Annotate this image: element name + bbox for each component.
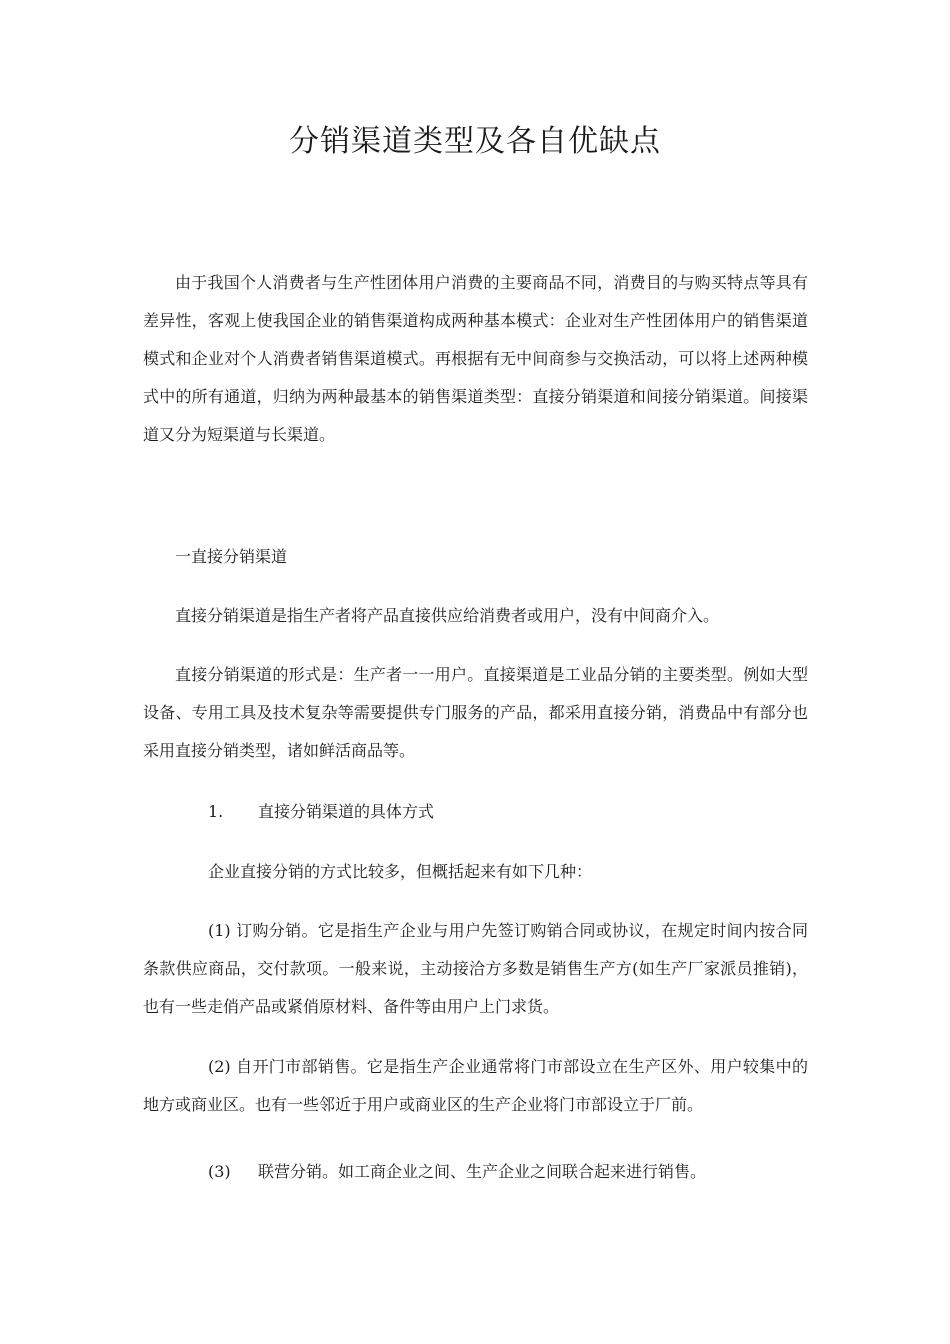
list-item-text: 联营分销。如工商企业之间、生产企业之间联合起来进行销售。 (258, 1162, 707, 1181)
subsection-number: 1. (208, 802, 224, 821)
direct-channel-form-paragraph: 直接分销渠道的形式是：生产者一一用户。直接渠道是工业品分销的主要类型。例如大型设备、专用工具及技术复杂等需要提供专门服务的产品，都采用直接分销，消费品中有部分也采用直接分销类型，诸如鲜活商品等。 (143, 665, 808, 760)
direct-channel-definition: 直接分销渠道是指生产者将产品直接供应给消费者或用户，没有中间商介入。 (175, 606, 720, 625)
subsection-title: 直接分销渠道的具体方式 (258, 802, 435, 821)
section-heading-direct-channel: 一直接分销渠道 (175, 547, 288, 566)
list-item-order-distribution: (1) 订购分销。它是指生产企业与用户先签订购销合同或协议，在规定时间内按合同条款供应商品，交付款项。一般来说，主动接洽方多数是销售生产方(如生产厂家派员推销)，也有一些走俏产品或紧俏原材料、备件等由用户上门求货。 (143, 921, 808, 1016)
subsection-intro: 企业直接分销的方式比较多，但概括起来有如下几种： (208, 862, 593, 881)
document-title: 分销渠道类型及各自优缺点 (289, 124, 661, 159)
list-item-own-store-sales: (2) 自开门市部销售。它是指生产企业通常将门市部设立在生产区外、用户较集中的地方或商业区。也有一些邻近于用户或商业区的生产企业将门市部设立于厂前。 (143, 1057, 808, 1114)
list-item-joint-distribution (208, 1153, 706, 1191)
list-item-number: (3) (208, 1162, 231, 1181)
subsection-heading-specific-methods (208, 793, 434, 831)
intro-paragraph: 由于我国个人消费者与生产性团体用户消费的主要商品不同，消费目的与购买特点等具有差异性，客观上使我国企业的销售渠道构成两种基本模式：企业对生产性团体用户的销售渠道模式和企业对个人消费者销售渠道模式。再根据有无中间商参与交换活动，可以将上述两种模式中的所有通道，归纳为两种最基本的销售渠道类型：直接分销渠道和间接分销渠道。间接渠道又分为短渠道与长渠道。 (143, 273, 808, 444)
